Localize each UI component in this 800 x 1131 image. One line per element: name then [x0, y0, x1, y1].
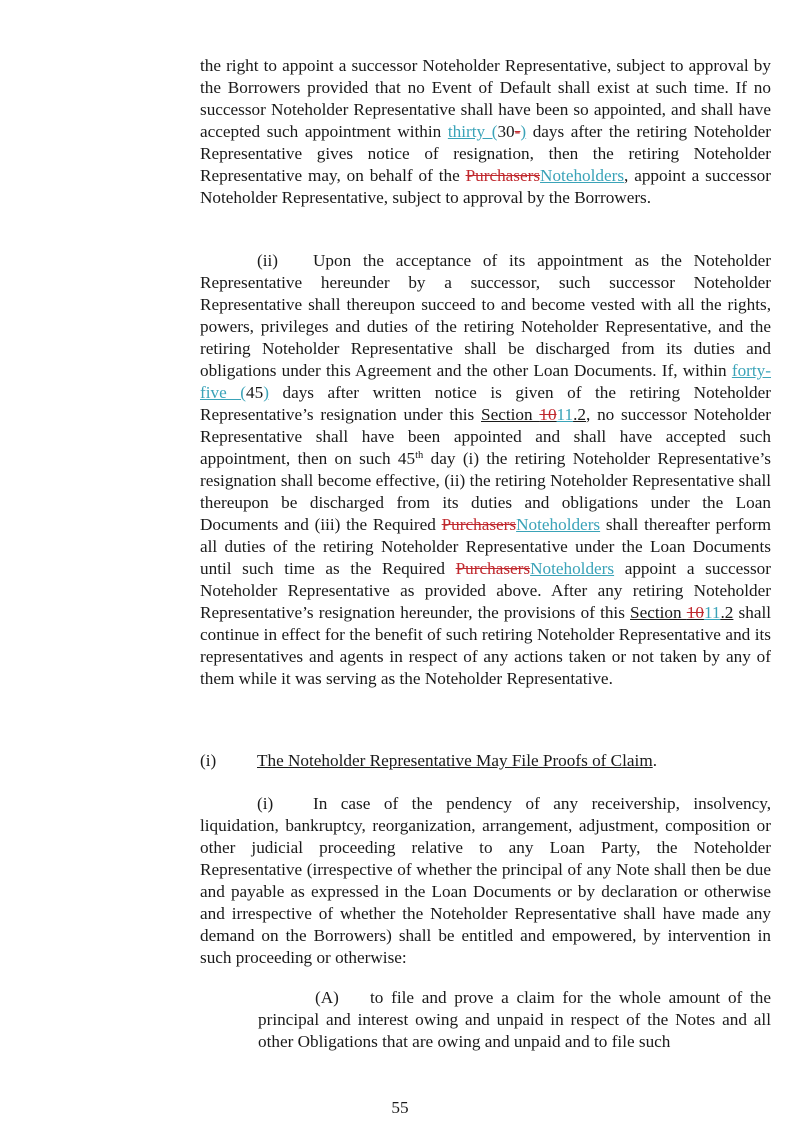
text-run: days after written notice is given of the retiring Noteholder Representative’s resignation under this — [200, 383, 771, 424]
inserted-text: 11 — [556, 405, 574, 424]
section-suffix: .2 — [720, 603, 734, 622]
text-run: days after the retiring Noteholder Representative gives notice of resignation, then the retiring Noteholder Representative may, on behalf of the — [200, 122, 771, 185]
paragraph-ii-acceptance — [200, 250, 771, 690]
deleted-text: 10 — [686, 603, 704, 622]
text-run: , no successor Noteholder Representative shall have been appointed and shall have accepted such appointment, then on such 45 — [200, 405, 771, 468]
enumerator: (i) — [257, 794, 274, 813]
text-run: Upon the acceptance of its appointment as the Noteholder Representative hereunder by a successor, such successor Noteholder Representative shall thereupon succeed to and become vested with all the rights, powers, privileges and duties of the retiring Noteholder Representative, and the retiring Noteholder Representative shall be discharged from its duties and obligations under this Agreement and the other Loan Documents. If, within — [200, 251, 771, 380]
section-reference — [481, 405, 586, 424]
text-run: day (i) the retiring Noteholder Representative’s resignation shall become effective, (ii) the retiring Noteholder Representative shall thereupon be discharged from its duties and obligations under the Loan Documents and (iii) the Required — [200, 449, 771, 534]
inserted-text: ) — [520, 122, 527, 141]
text-run: appoint a successor Noteholder Representative as provided above. After any retiring Noteholder Representative’s resignation hereunder, the provisions of this — [200, 559, 771, 622]
inserted-text: Noteholders — [540, 166, 625, 185]
inserted-text: ) — [263, 383, 269, 402]
section-reference — [630, 603, 733, 622]
inserted-text: Noteholders — [516, 515, 601, 534]
paragraph-i-pendency — [200, 793, 771, 969]
text-run: In case of the pendency of any receivership, insolvency, liquidation, bankruptcy, reorganization, arrangement, adjustment, composition or other judicial proceeding relative to any Loan Party, the Noteholder Representative (irrespective of whether the principal of any Note shall then be due and payable as expressed in the Loan Documents or by declaration or otherwise and irrespective of whether the Noteholder Representative shall have made any demand on the Borrowers) shall be entitled and empowered, by intervention in such proceeding or otherwise: — [200, 794, 771, 967]
inserted-text: thirty ( — [447, 122, 498, 141]
inserted-text: 11 — [703, 603, 721, 622]
section-label: Section — [481, 405, 540, 424]
heading-period: . — [652, 751, 657, 770]
section-heading — [200, 750, 771, 772]
deleted-text: - — [514, 122, 521, 141]
deleted-text: 10 — [539, 405, 557, 424]
inserted-text: forty-five ( — [200, 361, 771, 402]
text-run: 45 — [246, 383, 264, 402]
deleted-text: Purchasers — [465, 166, 541, 185]
paragraph-successor-appointment — [200, 55, 771, 209]
section-label: Section — [630, 603, 687, 622]
enumerator: (ii) — [257, 251, 278, 270]
text-run: to file and prove a claim for the whole amount of the principal and interest owing and unpaid in respect of the Notes and all other Obligations that are owing and unpaid and to file such — [258, 988, 771, 1051]
page-number: 55 — [391, 1098, 409, 1117]
deleted-text: Purchasers — [455, 559, 531, 578]
superscript: th — [415, 450, 424, 461]
enumerator: (A) — [315, 988, 339, 1007]
text-run: shall thereafter perform all duties of the retiring Noteholder Representative under the Loan Documents until such time as the Required — [200, 515, 772, 578]
heading-number: (i) — [200, 751, 217, 770]
paragraph-a-file-claim — [258, 987, 771, 1053]
text-run: the right to appoint a successor Noteholder Representative, subject to approval by the Borrowers provided that no Event of Default shall exist at such time. If no successor Noteholder Representative shall have been so appointed, and shall have accepted such appointment within — [200, 56, 771, 141]
deleted-text: Purchasers — [441, 515, 517, 534]
heading-title: The Noteholder Representative May File Proofs of Claim — [257, 751, 653, 770]
section-suffix: .2 — [573, 405, 586, 424]
inserted-text: Noteholders — [530, 559, 615, 578]
text-run: shall continue in effect for the benefit of such retiring Noteholder Representative and its representatives and agents in respect of any actions taken or not taken by any of them while it was serving as the Noteholder Representative. — [200, 603, 771, 688]
text-run: , appoint a successor Noteholder Representative, subject to approval by the Borrowers. — [200, 166, 771, 207]
text-run: 30 — [497, 122, 515, 141]
